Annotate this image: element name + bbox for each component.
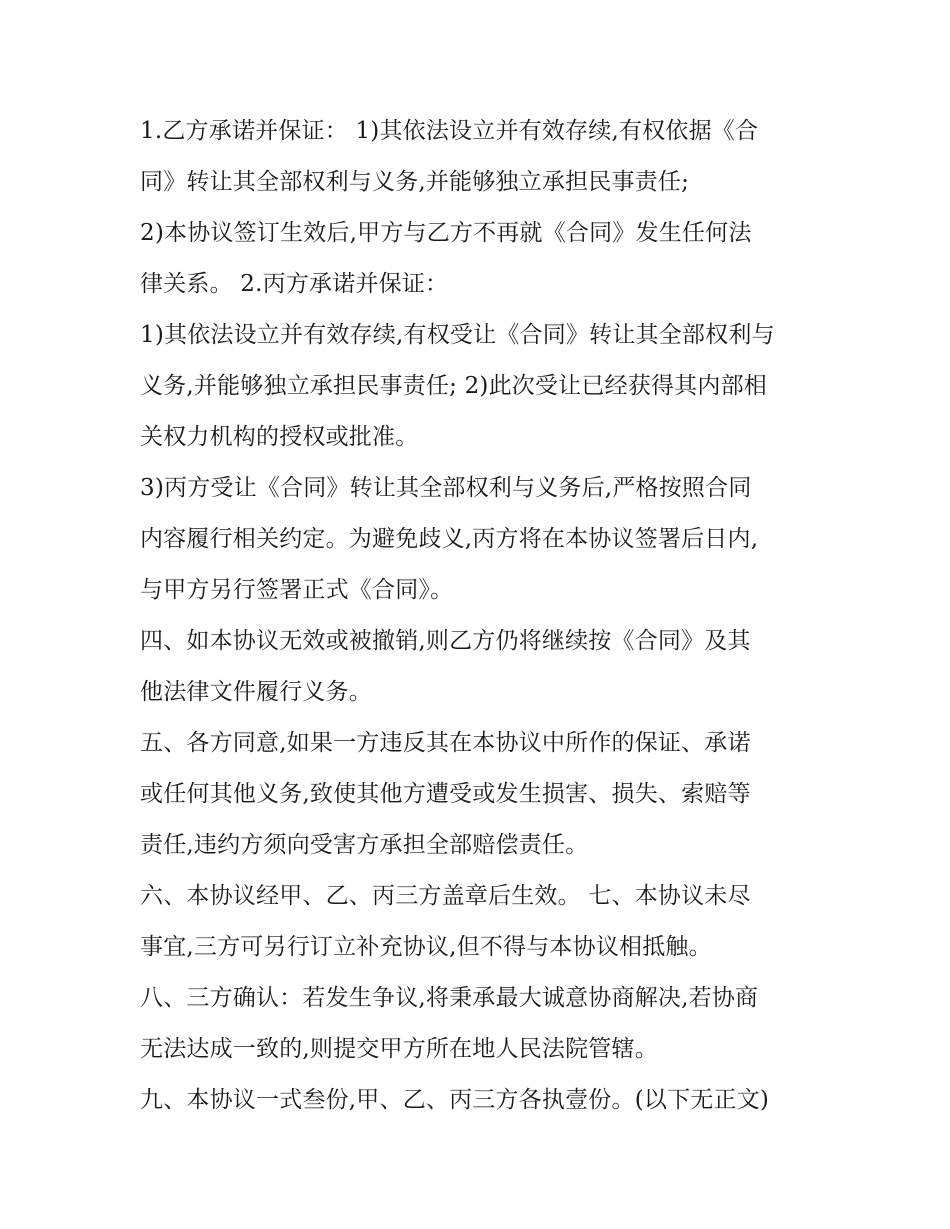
text-line: 律关系。 2.丙方承诺并保证： — [140, 271, 449, 297]
text-line: 六、本协议经甲、乙、丙三方盖章后生效。 七、本协议未尽 — [140, 883, 751, 909]
text-line: 3)丙方受让《合同》转让其全部权利与义务后,严格按照合同 — [140, 475, 752, 501]
paragraph-party-b-guarantee — [140, 106, 820, 208]
paragraph-clause-six-seven — [140, 871, 820, 973]
paragraph-no-legal-relation — [140, 208, 820, 310]
text-line: 无法达成一致的,则提交甲方所在地人民法院管辖。 — [140, 1036, 658, 1062]
text-line: 他法律文件履行义务。 — [140, 679, 372, 705]
text-line: 事宜,三方可另行订立补充协议,但不得与本协议相抵触。 — [140, 934, 712, 960]
text-line: 1)其依法设立并有效存续,有权受让《合同》转让其全部权利与 — [140, 322, 775, 348]
text-line: 与甲方另行签署正式《合同》。 — [140, 577, 454, 603]
paragraph-clause-five — [140, 718, 820, 871]
text-line: 内容履行相关约定。为避免歧义,丙方将在本协议签署后日内, — [140, 526, 759, 552]
text-line: 关权力机构的授权或批准。 — [140, 424, 419, 450]
text-line: 或任何其他义务,致使其他方遭受或发生损害、损失、索赔等 — [140, 781, 751, 807]
paragraph-party-c-guarantee-1 — [140, 310, 820, 463]
text-line: 九、本协议一式叁份,甲、乙、丙三方各执壹份。(以下无正文) — [140, 1087, 770, 1113]
text-line: 五、各方同意,如果一方违反其在本协议中所作的保证、承诺 — [140, 730, 751, 756]
paragraph-party-c-guarantee-3 — [140, 463, 820, 616]
text-line: 1.乙方承诺并保证： 1)其依法设立并有效存续,有权依据《合 — [140, 118, 759, 144]
text-line: 义务,并能够独立承担民事责任; 2)此次受让已经获得其内部相 — [140, 373, 767, 399]
paragraph-clause-four — [140, 616, 820, 718]
text-line: 八、三方确认：若发生争议,将秉承最大诚意协商解决,若协商 — [140, 985, 759, 1011]
paragraph-clause-eight — [140, 973, 820, 1075]
text-line: 四、如本协议无效或被撤销,则乙方仍将继续按《合同》及其 — [140, 628, 751, 654]
text-line: 2)本协议签订生效后,甲方与乙方不再就《合同》发生任何法 — [140, 220, 752, 246]
paragraph-clause-nine — [140, 1075, 820, 1126]
text-line: 同》转让其全部权利与义务,并能够独立承担民事责任; — [140, 169, 690, 195]
document-body — [140, 106, 820, 1126]
text-line: 责任,违约方须向受害方承担全部赔偿责任。 — [140, 832, 589, 858]
